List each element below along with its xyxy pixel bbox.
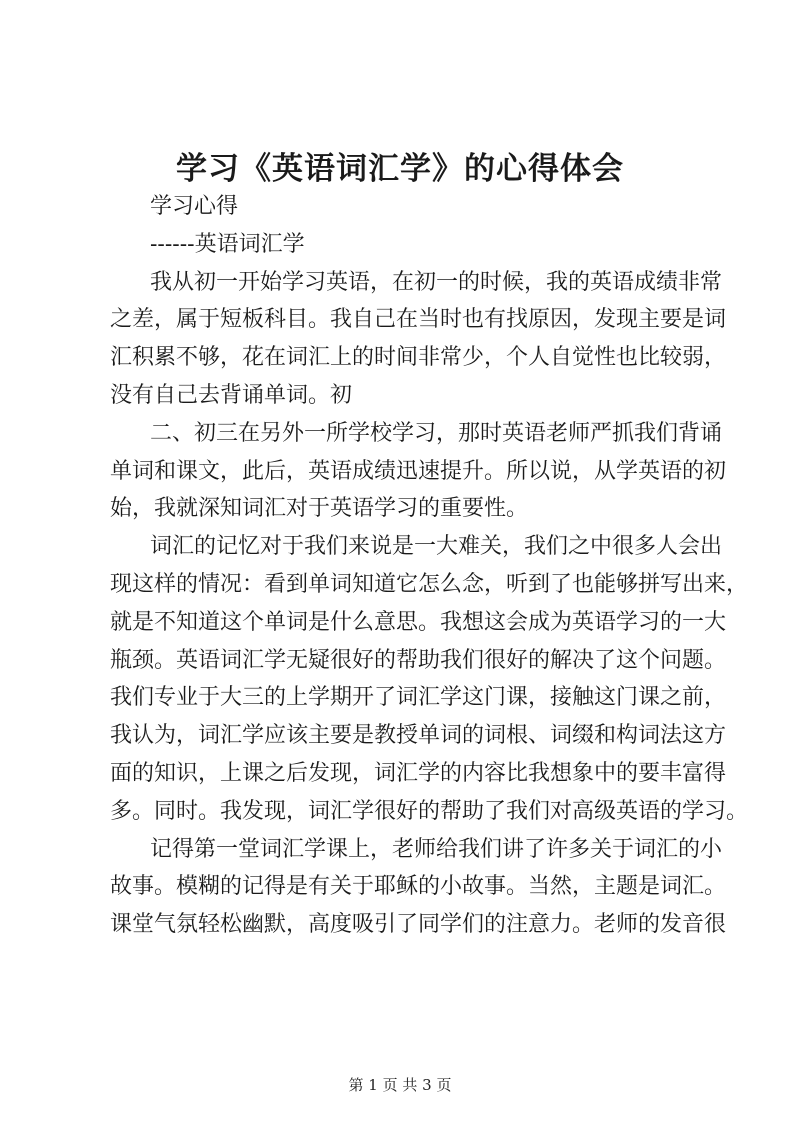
body-line: 现这样的情况：看到单词知道它怎么念，听到了也能够拼写出来，: [110, 571, 749, 597]
body-line: 汇积累不够，花在词汇上的时间非常少，个人自觉性也比较弱，: [110, 345, 727, 371]
body-line: 之差，属于短板科目。我自己在当时也有找原因，发现主要是词: [110, 307, 727, 333]
body-line: 瓶颈。英语词汇学无疑很好的帮助我们很好的解决了这个问题。: [110, 647, 727, 673]
body-line: 面的知识，上课之后发现，词汇学的内容比我想象中的要丰富得: [110, 760, 727, 786]
body-line: 单词和课文，此后，英语成绩迅速提升。所以说，从学英语的初: [110, 458, 727, 484]
body-line: 二、初三在另外一所学校学习，那时英语老师严抓我们背诵: [150, 420, 723, 446]
body-line: 我们专业于大三的上学期开了词汇学这门课，接触这门课之前，: [110, 685, 727, 711]
body-line: 记得第一堂词汇学课上，老师给我们讲了许多关于词汇的小: [150, 836, 723, 862]
body-line: 没有自己去背诵单词。初: [110, 382, 353, 408]
document-body: [110, 188, 749, 944]
body-line: 就是不知道这个单词是什么意思。我想这会成为英语学习的一大: [110, 609, 727, 635]
body-line: 学习心得: [150, 194, 239, 219]
page-number-footer: 第 1 页 共 3 页: [348, 1076, 452, 1094]
body-line: 我认为，词汇学应该主要是教授单词的词根、词缀和构词法这方: [110, 723, 727, 749]
document-title: 学习《英语词汇学》的心得体会: [176, 151, 624, 187]
body-line: 我从初一开始学习英语，在初一的时候，我的英语成绩非常: [150, 269, 723, 295]
body-line: 故事。模糊的记得是有关于耶稣的小故事。当然，主题是词汇。: [110, 874, 727, 900]
body-line: 多。同时。我发现，词汇学很好的帮助了我们对高级英语的学习。: [110, 798, 749, 824]
body-line: ------英语词汇学: [150, 231, 305, 257]
body-line: 始，我就深知词汇对于英语学习的重要性。: [110, 496, 529, 522]
body-line: 课堂气氛轻松幽默，高度吸引了同学们的注意力。老师的发音很: [110, 912, 727, 938]
body-line: 词汇的记忆对于我们来说是一大难关，我们之中很多人会出: [150, 534, 723, 560]
